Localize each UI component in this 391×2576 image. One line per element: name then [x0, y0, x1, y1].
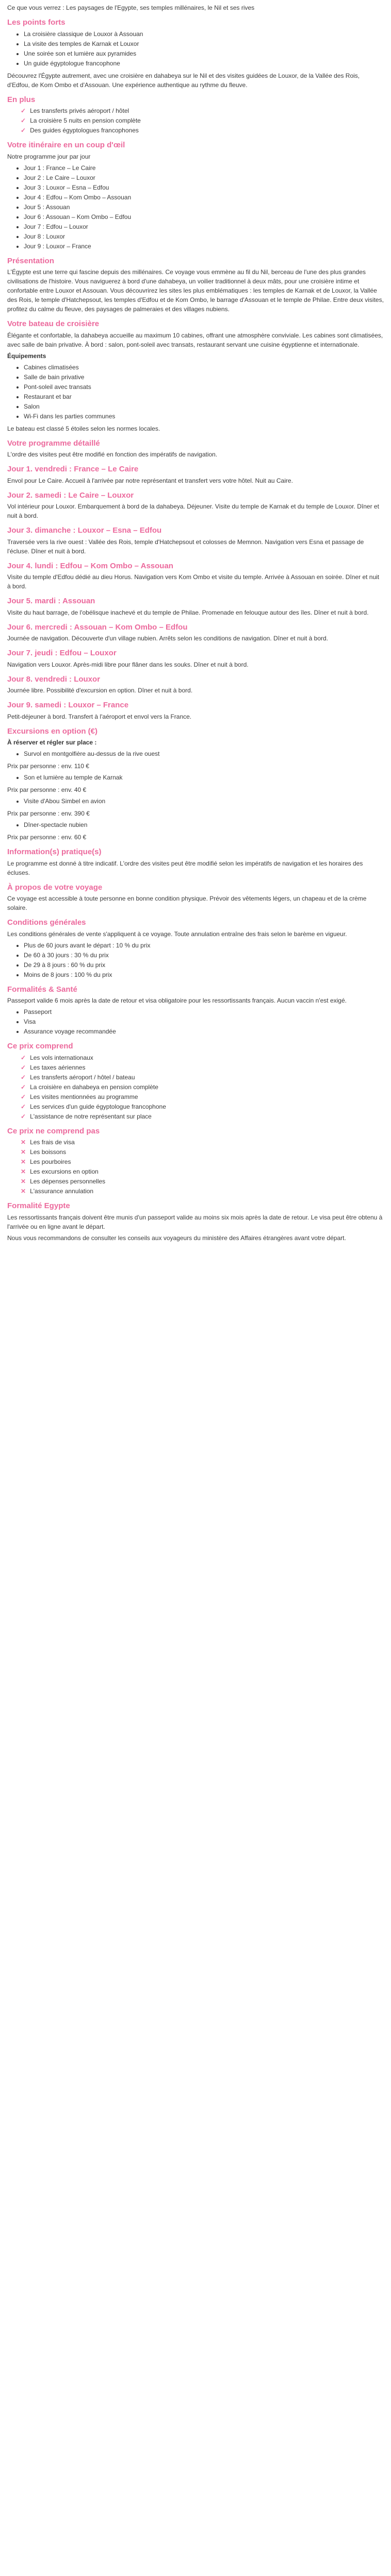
list-item: ✕ Les dépenses personnelles: [21, 1177, 384, 1186]
list-item: • Moins de 8 jours : 100 % du prix: [24, 970, 384, 979]
list-item: ✕ Les frais de visa: [21, 1138, 384, 1147]
list-item: • Visa: [24, 1017, 384, 1026]
section-title-presentation: Présentation: [7, 256, 54, 265]
points-forts-text: Découvrez l'Égypte autrement, avec une croisière en dahabeya sur le Nil et des visites guidées de Louxor, de la Vallée des Rois, d'Edfou, de Kom Ombo et d'Assouan. Une expérience authentique au rythme du fleuve.: [7, 72, 360, 89]
list-item: • Restaurant et bar: [24, 392, 384, 401]
section-title-conditions: Conditions générales: [7, 918, 86, 927]
sante-text: Passeport valide 6 mois après la date de retour et visa obligatoire pour les ressortissants français. Aucun vaccin n'est exigé.: [7, 997, 347, 1004]
page: [0, 0, 391, 1250]
list-item: • Un guide égyptologue francophone: [24, 59, 384, 68]
day-title: Jour 5. mardi : Assouan: [7, 597, 95, 605]
section-title-ne-comprend-pas: Ce prix ne comprend pas: [7, 1126, 100, 1136]
excursions-list: [7, 796, 384, 806]
day-title: Jour 6. mercredi : Assouan – Kom Ombo – Edfou: [7, 622, 188, 632]
list-item: • Wi-Fi dans les parties communes: [24, 412, 384, 421]
list-item: • Jour 7 : Edfou – Louxor: [24, 222, 384, 231]
points-forts-list: [7, 29, 384, 68]
excursion-price: Prix par personne : env. 40 €: [7, 786, 87, 793]
sante-list: [7, 1007, 384, 1036]
formalites-text: Les ressortissants français doivent être munis d'un passeport valide au moins six mois après la date de retour. Le visa peut être obtenu à l'arrivée ou en ligne avant le départ.: [7, 1213, 383, 1230]
list-item: • La visite des temples de Karnak et Louxor: [24, 39, 384, 48]
list-item: • Jour 1 : France – Le Caire: [24, 163, 384, 173]
bateau-services-title: Équipements: [7, 352, 46, 360]
section-title-itineraire: Votre itinéraire en un coup d'œil: [7, 141, 125, 149]
day-text: Journée libre. Possibilité d'excursion en option. Dîner et nuit à bord.: [7, 687, 193, 694]
list-item: ✓ Les taxes aériennes: [21, 1063, 384, 1072]
day-text: Envol pour Le Caire. Accueil à l'arrivée par notre représentant et transfert vers votre hôtel. Nuit au Caire.: [7, 477, 293, 484]
intro-text: Ce que vous verrez : Les paysages de l'Egypte, ses temples millénaires, le Nil et ses rives: [7, 4, 255, 11]
list-item: • De 60 à 30 jours : 30 % du prix: [24, 951, 384, 960]
programme-intro: L'ordre des visites peut être modifié en fonction des impératifs de navigation.: [7, 451, 218, 458]
list-item: • Une soirée son et lumière aux pyramides: [24, 49, 384, 58]
excursions-list: [7, 773, 384, 782]
list-item: ✓ Les services d'un guide égyptologue francophone: [21, 1102, 384, 1111]
list-item: • Jour 3 : Louxor – Esna – Edfou: [24, 183, 384, 192]
list-item: • Jour 6 : Assouan – Kom Ombo – Edfou: [24, 212, 384, 222]
list-item: • Son et lumière au temple de Karnak: [24, 773, 384, 782]
presentation-text: L'Égypte est une terre qui fascine depuis des millénaires. Ce voyage vous emmène au fil du Nil, berceau de l'une des plus grandes civilisations de l'histoire. Vous naviguerez à bord d'une dahabeya, un voilier traditionnel à deux mâts, pour une croisière intime et confortable entre Louxor et Assouan. Vous découvrirez les sites les plus emblématiques : les temples de Karnak et de Louxor, la Vallée des Rois, le temple d'Hatchepsout, les temples d'Edfou et de Kom Ombo, le barrage d'Assouan et le temple de Philae. Entre deux visites, profitez du calme du fleuve, des paysages de palmeraies et des villages nubiens.: [7, 268, 384, 313]
section-title-bateau: Votre bateau de croisière: [7, 319, 100, 328]
excursion-price: Prix par personne : env. 60 €: [7, 834, 87, 841]
formalites-text-2: Nous vous recommandons de consulter les conseils aux voyageurs du ministère des Affaires étrangères avant votre départ.: [7, 1234, 346, 1242]
section-title-a-propos: À propos de votre voyage: [7, 883, 103, 892]
infos-text: Le programme est donné à titre indicatif. L'ordre des visites peut être modifié selon les impératifs de navigation et les horaires des écluses.: [7, 859, 363, 876]
section-title-excursions: Excursions en option (€): [7, 726, 98, 736]
list-item: • De 29 à 8 jours : 60 % du prix: [24, 960, 384, 970]
day-title: Jour 2. samedi : Le Caire – Louxor: [7, 490, 134, 500]
list-item: ✕ Les pourboires: [21, 1157, 384, 1166]
list-item: • Cabines climatisées: [24, 363, 384, 372]
list-item: • Jour 5 : Assouan: [24, 202, 384, 212]
list-item: • Passeport: [24, 1007, 384, 1016]
list-item: ✕ Les boissons: [21, 1147, 384, 1157]
section-title-infos: Information(s) pratique(s): [7, 848, 102, 856]
day-title: Jour 3. dimanche : Louxor – Esna – Edfou: [7, 526, 162, 535]
day-text: Petit-déjeuner à bord. Transfert à l'aéroport et envol vers la France.: [7, 713, 192, 720]
list-item: • Jour 9 : Louxor – France: [24, 242, 384, 251]
section-title-comprend: Ce prix comprend: [7, 1042, 73, 1050]
list-item: • Salle de bain privative: [24, 372, 384, 382]
excursions-list: [7, 820, 384, 829]
list-item: • Plus de 60 jours avant le départ : 10 % du prix: [24, 941, 384, 950]
day-text: Visite du temple d'Edfou dédié au dieu Horus. Navigation vers Kom Ombo et visite du temple. Arrivée à Assouan en soirée. Dîner et nuit à bord.: [7, 573, 380, 590]
list-item: • Jour 4 : Edfou – Kom Ombo – Assouan: [24, 193, 384, 202]
list-item: • Survol en montgolfière au-dessus de la rive ouest: [24, 749, 384, 758]
day-title: Jour 7. jeudi : Edfou – Louxor: [7, 649, 117, 657]
list-item: • Jour 2 : Le Caire – Louxor: [24, 173, 384, 182]
day-text: Visite du haut barrage, de l'obélisque inachevé et du temple de Philae. Promenade en felouque autour des îles. Dîner et nuit à bord.: [7, 608, 369, 616]
conditions-list: [7, 941, 384, 979]
list-item: ✓ La croisière en dahabeya en pension complète: [21, 1082, 384, 1092]
section-title-formalites: Formalité Egypte: [7, 1201, 70, 1210]
section-title-sante: Formalités & Santé: [7, 985, 77, 994]
day-title: Jour 9. samedi : Louxor – France: [7, 701, 129, 709]
conditions-text: Les conditions générales de vente s'appliquent à ce voyage. Toute annulation entraîne des frais selon le barème en vigueur.: [7, 930, 347, 938]
excursion-price: Prix par personne : env. 110 €: [7, 762, 89, 770]
list-item: ✓ La croisière 5 nuits en pension complète: [21, 116, 384, 125]
list-item: ✕ L'assurance annulation: [21, 1187, 384, 1196]
list-item: • Visite d'Abou Simbel en avion: [24, 796, 384, 806]
list-item: ✓ L'assistance de notre représentant sur place: [21, 1112, 384, 1121]
infos-sub-text: Ce voyage est accessible à toute personne en bonne condition physique. Prévoir des vêtements légers, un chapeau et de la crème solaire.: [7, 895, 367, 911]
comprend-list: [7, 1053, 384, 1121]
day-text: Traversée vers la rive ouest : Vallée des Rois, temple d'Hatchepsout et colosses de Memnon. Navigation vers Esna et passage de l'écluse. Dîner et nuit à bord.: [7, 538, 364, 555]
en-plus-list: [7, 106, 384, 135]
excursion-price: Prix par personne : env. 390 €: [7, 810, 90, 817]
excursions-list: [7, 749, 384, 758]
list-item: ✕ Les excursions en option: [21, 1167, 384, 1176]
list-item: • Salon: [24, 402, 384, 411]
ne-comprend-pas-list: [7, 1138, 384, 1196]
list-item: ✓ Les transferts privés aéroport / hôtel: [21, 106, 384, 115]
day-title: Jour 8. vendredi : Louxor: [7, 674, 101, 684]
excursions-subtitle: À réserver et régler sur place :: [7, 739, 97, 746]
bateau-services-list: [7, 363, 384, 421]
itineraire-list: [7, 163, 384, 251]
section-title-en-plus: En plus: [7, 95, 36, 104]
day-text: Vol intérieur pour Louxor. Embarquement à bord de la dahabeya. Déjeuner. Visite du temple de Karnak et du temple de Louxor. Dîner et nuit à bord.: [7, 503, 379, 519]
bateau-note: Le bateau est classé 5 étoiles selon les normes locales.: [7, 425, 160, 432]
section-title-points-forts: Les points forts: [7, 18, 66, 27]
day-title: Jour 4. lundi : Edfou – Kom Ombo – Assouan: [7, 561, 173, 570]
list-item: ✓ Des guides égyptologues francophones: [21, 126, 384, 135]
list-item: ✓ Les visites mentionnées au programme: [21, 1092, 384, 1101]
day-text: Journée de navigation. Découverte d'un village nubien. Arrêts selon les conditions de navigation. Dîner et nuit à bord.: [7, 635, 329, 642]
list-item: • Dîner-spectacle nubien: [24, 820, 384, 829]
list-item: • Assurance voyage recommandée: [24, 1027, 384, 1036]
day-text: Navigation vers Louxor. Après-midi libre pour flâner dans les souks. Dîner et nuit à bord.: [7, 660, 249, 668]
section-title-programme: Votre programme détaillé: [7, 438, 100, 448]
list-item: • La croisière classique de Louxor à Assouan: [24, 29, 384, 39]
itineraire-subtitle: Notre programme jour par jour: [7, 152, 91, 160]
list-item: • Jour 8 : Louxor: [24, 232, 384, 241]
list-item: ✓ Les transferts aéroport / hôtel / bateau: [21, 1073, 384, 1082]
list-item: ✓ Les vols internationaux: [21, 1053, 384, 1062]
bateau-text: Élégante et confortable, la dahabeya accueille au maximum 10 cabines, offrant une atmosphère conviviale. Les cabines sont climatisées, avec salle de bain privative. À bord : salon, pont-soleil avec transats, restaurant servant une cuisine égyptienne et internationale.: [7, 331, 383, 348]
list-item: • Pont-soleil avec transats: [24, 382, 384, 392]
day-title: Jour 1. vendredi : France – Le Caire: [7, 465, 139, 473]
